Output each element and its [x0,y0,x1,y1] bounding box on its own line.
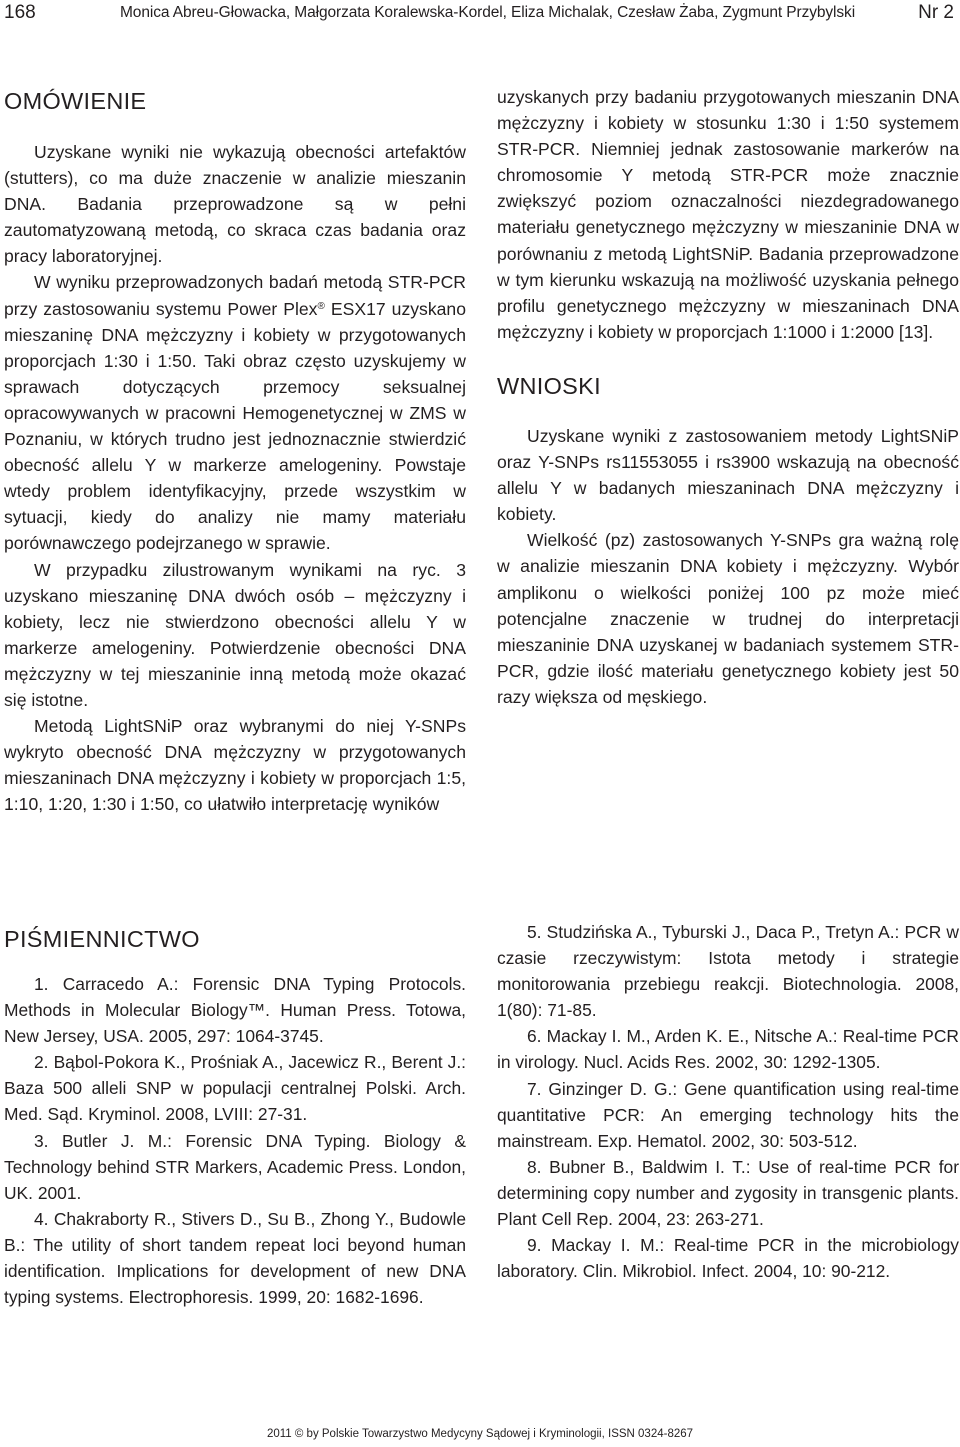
discussion-paragraph [4,269,466,556]
reference-item: 3. Butler J. M.: Forensic DNA Typing. Biology & Technology behind STR Markers, Academic Press. London, UK. 2001. [4,1130,466,1203]
registered-mark: ® [317,300,325,312]
discussion-text: W wyniku przeprowadzonych badań metodą STR-PCR przy zastosowaniu systemu Power Plex [4,272,466,319]
reference-item: 7. Ginzinger D. G.: Gene quantification using real-time quantitative PCR: An emerging technology hits the mainstream. Exp. Hematol. 2002, 30: 503-512. [497,1078,959,1151]
references-heading: PIŚMIENNICTWO [4,926,200,952]
issue-number: Nr 2 [918,2,954,23]
conclusions-paragraph: Uzyskane wyniki z zastosowaniem metody LightSNiP oraz Y-SNPs rs11553055 i rs3900 wskazują na obecność allelu Y w badanych mieszaninach DNA mężczyzny i kobiety. [497,425,959,525]
reference-item: 9. Mackay I. M.: Real-time PCR in the microbiology laboratory. Clin. Mikrobiol. Infect. 2004, 10: 90-212. [497,1235,959,1282]
conclusions-paragraph: Wielkość (pz) zastosowanych Y-SNPs gra ważną rolę w analizie mieszanin DNA kobiety i mężczyzny. Wybór amplikonu o wielkości poniżej 100 pz może mieć potencjalne znaczenie w trudnej do interpretacji mieszaninie DNA uzyskanej w badaniach systemem STR-PCR, gdzie ilość materiału genetycznego kobiety jest 50 razy większa od męskiego. [497,530,959,707]
reference-item: 5. Studzińska A., Tyburski J., Daca P., Tretyn A.: PCR w czasie rzeczywistym: Istota metody i strategie monitorowania przebiegu reakcji. Biotechnologia. 2008, 1(80): 71-85. [497,922,959,1021]
discussion-paragraph-continued: uzyskanych przy badaniu przygotowanych mieszanin DNA mężczyzny i kobiety w stosunku 1:30 i 1:50 systemem STR-PCR. Niemniej jednak zastosowanie markerów na chromosomie Y metodą STR-PCR może znacznie zwiększyć poziom oznaczalności niezdegradowanego materiału genetycznego mężczyzny w mieszaninie DNA w porównaniu z metodą LightSNiP. Badania przeprowadzone w tym kierunku wskazują na możliwość uzyskania pełnego profilu genetycznego mężczyzny w mieszaninach DNA mężczyzny i kobiety w proporcjach 1:1000 i 1:2000 [13]. [497,87,959,342]
reference-item: 1. Carracedo A.: Forensic DNA Typing Protocols. Methods in Molecular Biology™. Human Press. Totowa, New Jersey, USA. 2005, 297: 1064-3745. [4,974,466,1047]
right-column [497,84,959,710]
copyright-footer: 2011 © by Polskie Towarzystwo Medycyny Sądowej i Kryminologii, ISSN 0324-8267 [266,1428,694,1440]
discussion-paragraph: Uzyskane wyniki nie wykazują obecności artefaktów (stutters), co ma duże znaczenie w analizie mieszanin DNA. Badania przeprowadzone są w pełni zautomatyzowaną metodą, co skraca czas badania oraz pracy laboratoryjnej. [4,142,466,267]
reference-item: 6. Mackay I. M., Arden K. E., Nitsche A.: Real-time PCR in virology. Nucl. Acids Res. 2002, 30: 1292-1305. [497,1026,959,1073]
reference-item: 2. Bąbol-Pokora K., Prośniak A., Jacewicz R., Berent J.: Baza 500 alleli SNP w populacji centralnej Polski. Arch. Med. Sąd. Kryminol. 2008, LVIII: 27-31. [4,1052,466,1125]
discussion-text: ESX17 uzyskano mieszaninę DNA mężczyzny i kobiety w przygotowanych proporcjach 1:30 i 1:50. Taki obraz często uzyskujemy w sprawach dotyczących przemocy seksualnej opracowywanych w pracowni Hemogenetycznej w ZMS w Poznaniu, w których trudno jest jednoznacznie stwierdzić obecność allelu Y w markerze amelogeniny. Powstaje wtedy problem identyfikacyjny, przede wszystkim w sytuacji, kiedy do analizy nie mamy materiału porównawczego podejrzanego w sprawie. [4,298,466,554]
discussion-paragraph: W przypadku zilustrowanym wynikami na ryc. 3 uzyskano mieszaninę DNA dwóch osób – mężczyzny i kobiety, lecz nie stwierdzono obecności allelu Y w markerze amelogeniny. Potwierdzenie obecności DNA mężczyzny w tej mieszaninie inną metodą może okazać się istotne. [4,559,466,710]
running-head-authors: Monica Abreu-Głowacka, Małgorzata Koralewska-Kordel, Eliza Michalak, Czesław Żaba, Zygmunt Przybylski [120,4,856,21]
reference-item: 8. Bubner B., Baldwim I. T.: Use of real-time PCR for determining copy number and zygosity in transgenic plants. Plant Cell Rep. 2004, 23: 263-271. [497,1156,959,1230]
reference-item: 4. Chakraborty R., Stivers D., Su B., Zhong Y., Budowle B.: The utility of short tandem repeat loci beyond human identification. Implications for development of new DNA typing systems. Electrophoresis. 1999, 20: 1682-1696. [4,1208,466,1308]
discussion-paragraph: Metodą LightSNiP oraz wybranymi do niej Y-SNPs wykryto obecność DNA mężczyzny w przygotowanych mieszaninach DNA mężczyzny i kobiety w proporcjach 1:5, 1:10, 1:20, 1:30 i 1:50, co ułatwiło interpretację wyników [4,716,466,815]
references-right [497,919,959,1284]
conclusions-heading: WNIOSKI [497,372,601,399]
discussion-heading: OMÓWIENIE [4,88,147,114]
running-header [0,0,960,28]
page-number: 168 [4,2,36,23]
references-left [4,971,466,1310]
left-column [4,88,466,817]
